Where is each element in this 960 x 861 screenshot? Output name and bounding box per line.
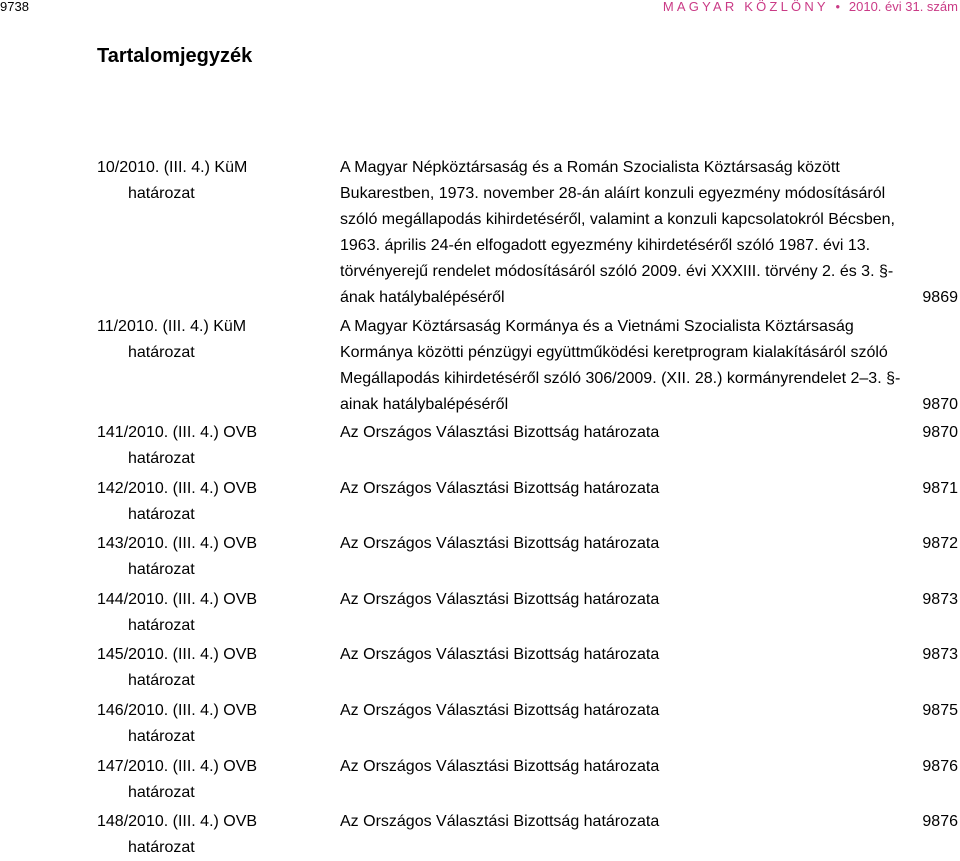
toc-entry-reference <box>97 476 322 528</box>
toc-entry-page: 9869 <box>922 289 958 306</box>
toc-entry-reference <box>97 420 322 472</box>
toc-entry-description: Az Országos Választási Bizottság határozata <box>340 535 660 552</box>
toc-entry-page: 9872 <box>922 535 958 552</box>
toc-entry[interactable] <box>0 698 960 750</box>
toc-entry[interactable] <box>0 754 960 806</box>
toc-entry-number: 10/2010. (III. 4.) KüM <box>97 159 248 176</box>
toc-entry-page: 9870 <box>922 424 958 441</box>
issue-label: 2010. évi 31. szám <box>848 0 958 14</box>
toc-entry-page: 9870 <box>922 396 958 413</box>
toc-entry[interactable] <box>0 531 960 583</box>
toc-entry-type: határozat <box>128 839 195 856</box>
toc-entry-reference <box>97 642 322 694</box>
toc-entry-description: A Magyar Köztársaság Kormánya és a Vietnámi Szocialista Köztársaság Kormánya közötti pénzügyi együttműködési keretprogram kialakításáról szóló Megállapodás kihirdetéséről szóló 306/2009. (XII. 28.) kormányrendelet 2–3. §-ainak hatálybalépéséről <box>340 318 901 413</box>
toc-entry-reference <box>97 531 322 583</box>
toc-entry-number: 11/2010. (III. 4.) KüM <box>97 318 247 335</box>
toc-entry-type: határozat <box>128 617 195 634</box>
toc-entry-description: Az Országos Választási Bizottság határozata <box>340 758 660 775</box>
bullet-separator: ● <box>835 2 841 11</box>
toc-entry-page: 9873 <box>922 646 958 663</box>
toc-entry-type: határozat <box>128 450 195 467</box>
toc-entry-page: 9871 <box>922 480 958 497</box>
toc-entry-reference <box>97 155 322 207</box>
toc-entry[interactable] <box>0 420 960 472</box>
toc-entry-number: 144/2010. (III. 4.) OVB <box>97 591 258 608</box>
toc-entry-page: 9873 <box>922 591 958 608</box>
toc-entry-description: Az Országos Választási Bizottság határozata <box>340 424 660 441</box>
toc-entry-type: határozat <box>128 672 195 689</box>
toc-entry-description: Az Országos Választási Bizottság határozata <box>340 591 660 608</box>
toc-entry-description: Az Országos Választási Bizottság határozata <box>340 702 660 719</box>
toc-entry-number: 143/2010. (III. 4.) OVB <box>97 535 258 552</box>
toc-entry-page: 9876 <box>922 758 958 775</box>
toc-entry[interactable] <box>0 155 960 311</box>
toc-entry-number: 146/2010. (III. 4.) OVB <box>97 702 258 719</box>
toc-entry[interactable] <box>0 314 960 418</box>
toc-entry-description: Az Országos Választási Bizottság határozata <box>340 813 660 830</box>
toc-entry-number: 142/2010. (III. 4.) OVB <box>97 480 258 497</box>
toc-entry-number: 147/2010. (III. 4.) OVB <box>97 758 258 775</box>
toc-entry-reference <box>97 754 322 806</box>
page-title: Tartalomjegyzék <box>97 45 253 67</box>
toc-entry-type: határozat <box>128 561 195 578</box>
toc-entry-number: 145/2010. (III. 4.) OVB <box>97 646 258 663</box>
toc-entry-page: 9876 <box>922 813 958 830</box>
toc-entry[interactable] <box>0 587 960 639</box>
toc-entry-number: 141/2010. (III. 4.) OVB <box>97 424 258 441</box>
toc-entry-type: határozat <box>128 728 195 745</box>
toc-entry[interactable] <box>0 642 960 694</box>
toc-entry-number: 148/2010. (III. 4.) OVB <box>97 813 258 830</box>
toc-entry-reference <box>97 809 322 861</box>
toc-entry-reference <box>97 587 322 639</box>
toc-entry-type: határozat <box>128 784 195 801</box>
toc-entry-description: Az Országos Választási Bizottság határozata <box>340 480 660 497</box>
toc-entry-description: A Magyar Népköztársaság és a Román Szocialista Köztársaság között Bukarestben, 1973. november 28-án aláírt konzuli egyezmény módosításáról szóló megállapodás kihirdetéséről, valamint a konzuli kapcsolatokról Bécsben, 1963. április 24-én elfogadott egyezmény kihirdetéséről szóló 1987. évi 13. törvényerejű rendelet módosításáról szóló 2009. évi XXXIII. törvény 2. és 3. §-ának hatálybalépéséről <box>340 159 895 306</box>
toc-entry-type: határozat <box>128 506 195 523</box>
toc-entry-description: Az Országos Választási Bizottság határozata <box>340 646 660 663</box>
toc-entry-reference <box>97 698 322 750</box>
page-number: 9738 <box>0 0 29 14</box>
toc-entry-reference <box>97 314 322 366</box>
toc-entry-page: 9875 <box>922 702 958 719</box>
toc-entry[interactable] <box>0 809 960 857</box>
journal-name: MAGYAR KÖZLÖNY <box>662 0 829 14</box>
toc-entry-type: határozat <box>128 344 195 361</box>
toc-entry[interactable] <box>0 476 960 528</box>
toc-entry-type: határozat <box>128 185 195 202</box>
